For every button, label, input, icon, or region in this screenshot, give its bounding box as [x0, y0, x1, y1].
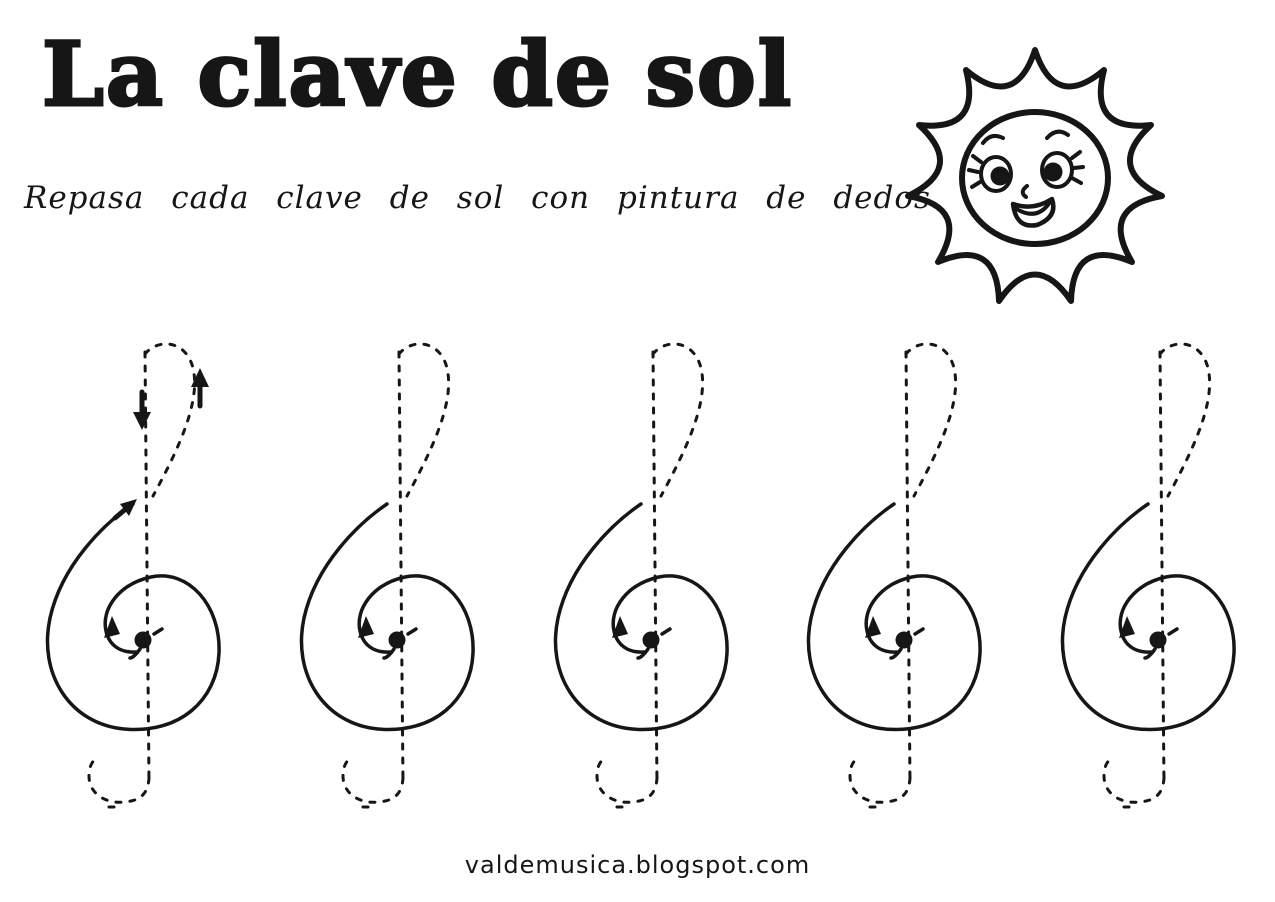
sun-right-eye — [1042, 152, 1083, 187]
sun-mouth — [1013, 199, 1053, 226]
footer-credit: valdemusica.blogspot.com — [464, 851, 811, 879]
clef-top-loop-dashed — [145, 344, 195, 496]
sun-nose — [1023, 186, 1027, 197]
clef-stem-dashed — [906, 352, 910, 783]
clef-dashed-guide — [597, 344, 703, 807]
clef-stem-dashed — [399, 352, 403, 783]
treble-clef-trace-clef-2 — [274, 338, 514, 838]
instructions-text: Repasa cada clave de sol con pintura de dedos. — [24, 180, 942, 216]
clef-top-loop-dashed — [1160, 344, 1210, 496]
treble-clef-icon — [20, 338, 260, 838]
arrow-diagonal-icon — [115, 499, 137, 518]
treble-clef-trace-clef-3 — [528, 338, 768, 838]
clef-dashed-guide — [343, 344, 449, 807]
clef-spiral-stroke — [301, 504, 473, 729]
treble-clef-icon — [1035, 338, 1275, 838]
clef-stem-dashed — [1160, 352, 1164, 783]
clef-bottom-hook-dashed — [1104, 758, 1164, 802]
treble-clef-icon — [528, 338, 768, 838]
clef-stem-dashed — [653, 352, 657, 783]
clef-spiral-stroke — [555, 504, 727, 729]
clef-spiral-stroke — [809, 504, 981, 729]
arrow-down-icon — [133, 392, 151, 430]
page-title: La clave de sol — [42, 22, 794, 126]
clef-practice-row — [20, 338, 1275, 843]
clef-spiral-stroke — [47, 504, 219, 729]
clef-center-dot — [638, 629, 670, 658]
clef-dashed-guide — [850, 344, 956, 807]
clef-bottom-hook-dashed — [89, 758, 149, 802]
treble-clef-trace-clef-4 — [781, 338, 1021, 838]
clef-top-loop-dashed — [399, 344, 449, 496]
sun-eyebrows — [983, 132, 1068, 143]
sun-left-eye — [969, 156, 1011, 191]
smiling-sun-illustration — [885, 10, 1187, 322]
clef-spiral-stroke — [1062, 504, 1234, 729]
clef-top-loop-dashed — [906, 344, 956, 496]
clef-center-dot — [384, 629, 416, 658]
clef-bottom-hook-dashed — [343, 758, 403, 802]
clef-center-dot — [1145, 629, 1177, 658]
treble-clef-trace-clef-5 — [1035, 338, 1275, 838]
clef-center-dot — [891, 629, 923, 658]
clef-center-dot — [130, 629, 162, 658]
sun-icon — [885, 10, 1187, 322]
clef-top-loop-dashed — [653, 344, 703, 496]
treble-clef-icon — [781, 338, 1021, 838]
treble-clef-trace-clef-1 — [20, 338, 260, 838]
sun-rays — [908, 50, 1162, 301]
clef-bottom-hook-dashed — [597, 758, 657, 802]
clef-bottom-hook-dashed — [850, 758, 910, 802]
clef-dashed-guide — [1104, 344, 1210, 807]
treble-clef-icon — [274, 338, 514, 838]
